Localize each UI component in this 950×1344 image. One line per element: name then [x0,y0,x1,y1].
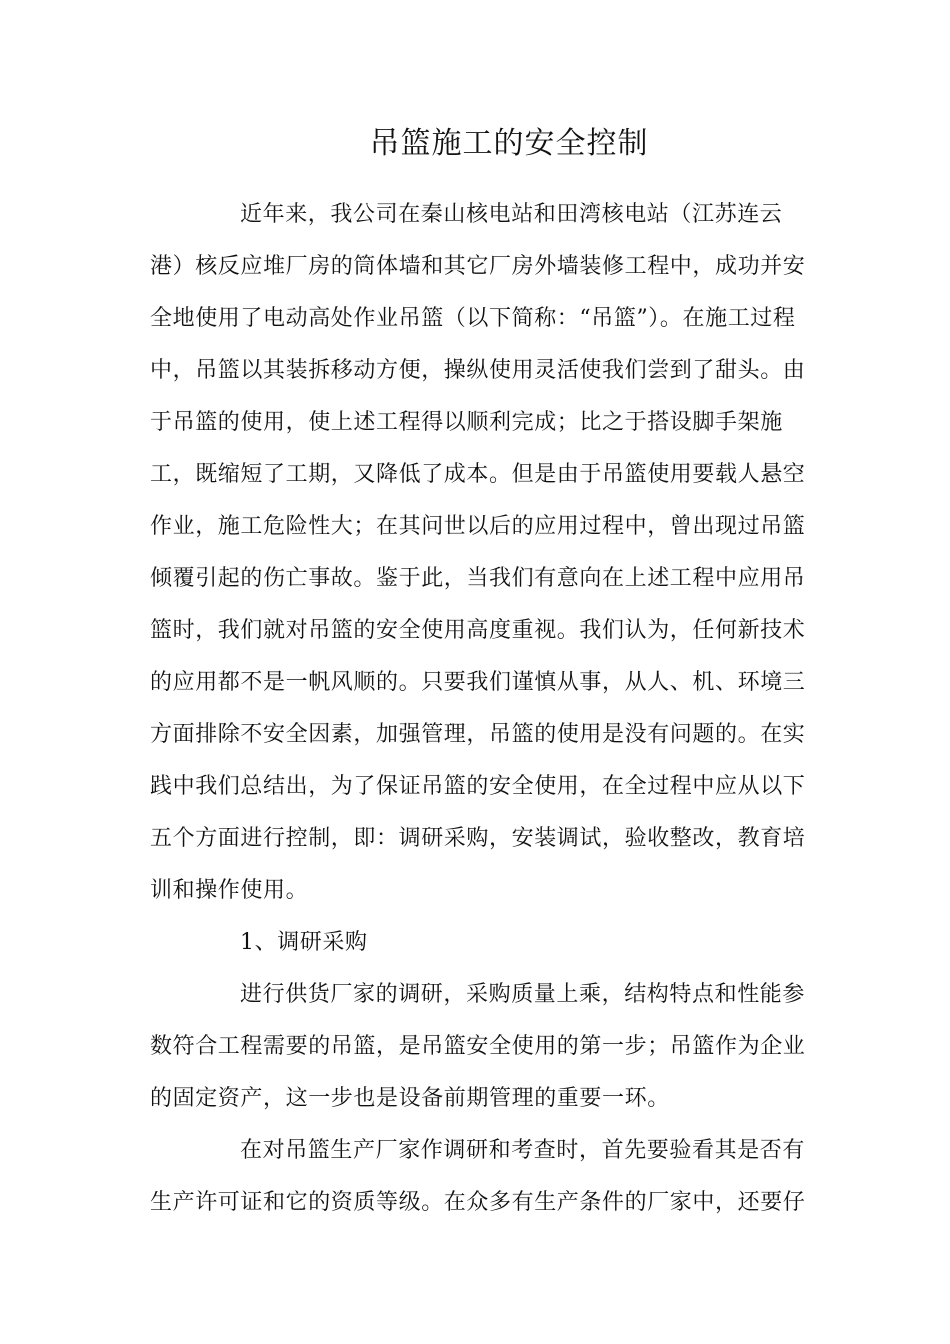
paragraph-line: 于吊篮的使用，使上述工程得以顺利完成；比之于搭设脚手架施 [150,410,783,435]
paragraph-line: 五个方面进行控制，即：调研采购，安装调试，验收整改，教育培 [150,826,806,851]
paragraph-line: 篮时，我们就对吊篮的安全使用高度重视。我们认为，任何新技术 [150,618,806,643]
paragraph-line: 近年来，我公司在秦山核电站和田湾核电站（江苏连云 [240,202,783,227]
paragraph-line: 工，既缩短了工期，又降低了成本。但是由于吊篮使用要载人悬空 [150,462,806,487]
paragraph-line: 数符合工程需要的吊篮，是吊篮安全使用的第一步；吊篮作为企业 [150,1034,806,1059]
paragraph-line: 践中我们总结出，为了保证吊篮的安全使用，在全过程中应从以下 [150,774,806,799]
paragraph-line: 中，吊篮以其装拆移动方便，操纵使用灵活使我们尝到了甜头。由 [150,358,806,383]
paragraph-line: 方面排除不安全因素，加强管理，吊篮的使用是没有问题的。在实 [150,722,806,747]
paragraph-line: 训和操作使用。 [150,878,309,903]
paragraph-line: 在对吊篮生产厂家作调研和考查时，首先要验看其是否有 [240,1138,806,1163]
paragraph-line: 作业，施工危险性大；在其问世以后的应用过程中，曾出现过吊篮 [150,514,806,539]
document-title: 吊篮施工的安全控制 [369,126,649,161]
section-heading: 1、调研采购 [240,930,368,955]
paragraph-line: 进行供货厂家的调研，采购质量上乘，结构特点和性能参 [240,982,806,1007]
paragraph-line: 的应用都不是一帆风顺的。只要我们谨慎从事，从人、机、环境三 [150,670,806,695]
paragraph-line: 全地使用了电动高处作业吊篮（以下简称：“吊篮”）。在施工过程 [150,306,796,331]
paragraph-line: 的固定资产，这一步也是设备前期管理的重要一环。 [150,1086,670,1111]
paragraph-line: 倾覆引起的伤亡事故。鉴于此，当我们有意向在上述工程中应用吊 [150,566,806,591]
paragraph-line: 生产许可证和它的资质等级。在众多有生产条件的厂家中，还要仔 [150,1190,806,1215]
paragraph-line: 港）核反应堆厂房的筒体墙和其它厂房外墙装修工程中，成功并安 [150,254,806,279]
